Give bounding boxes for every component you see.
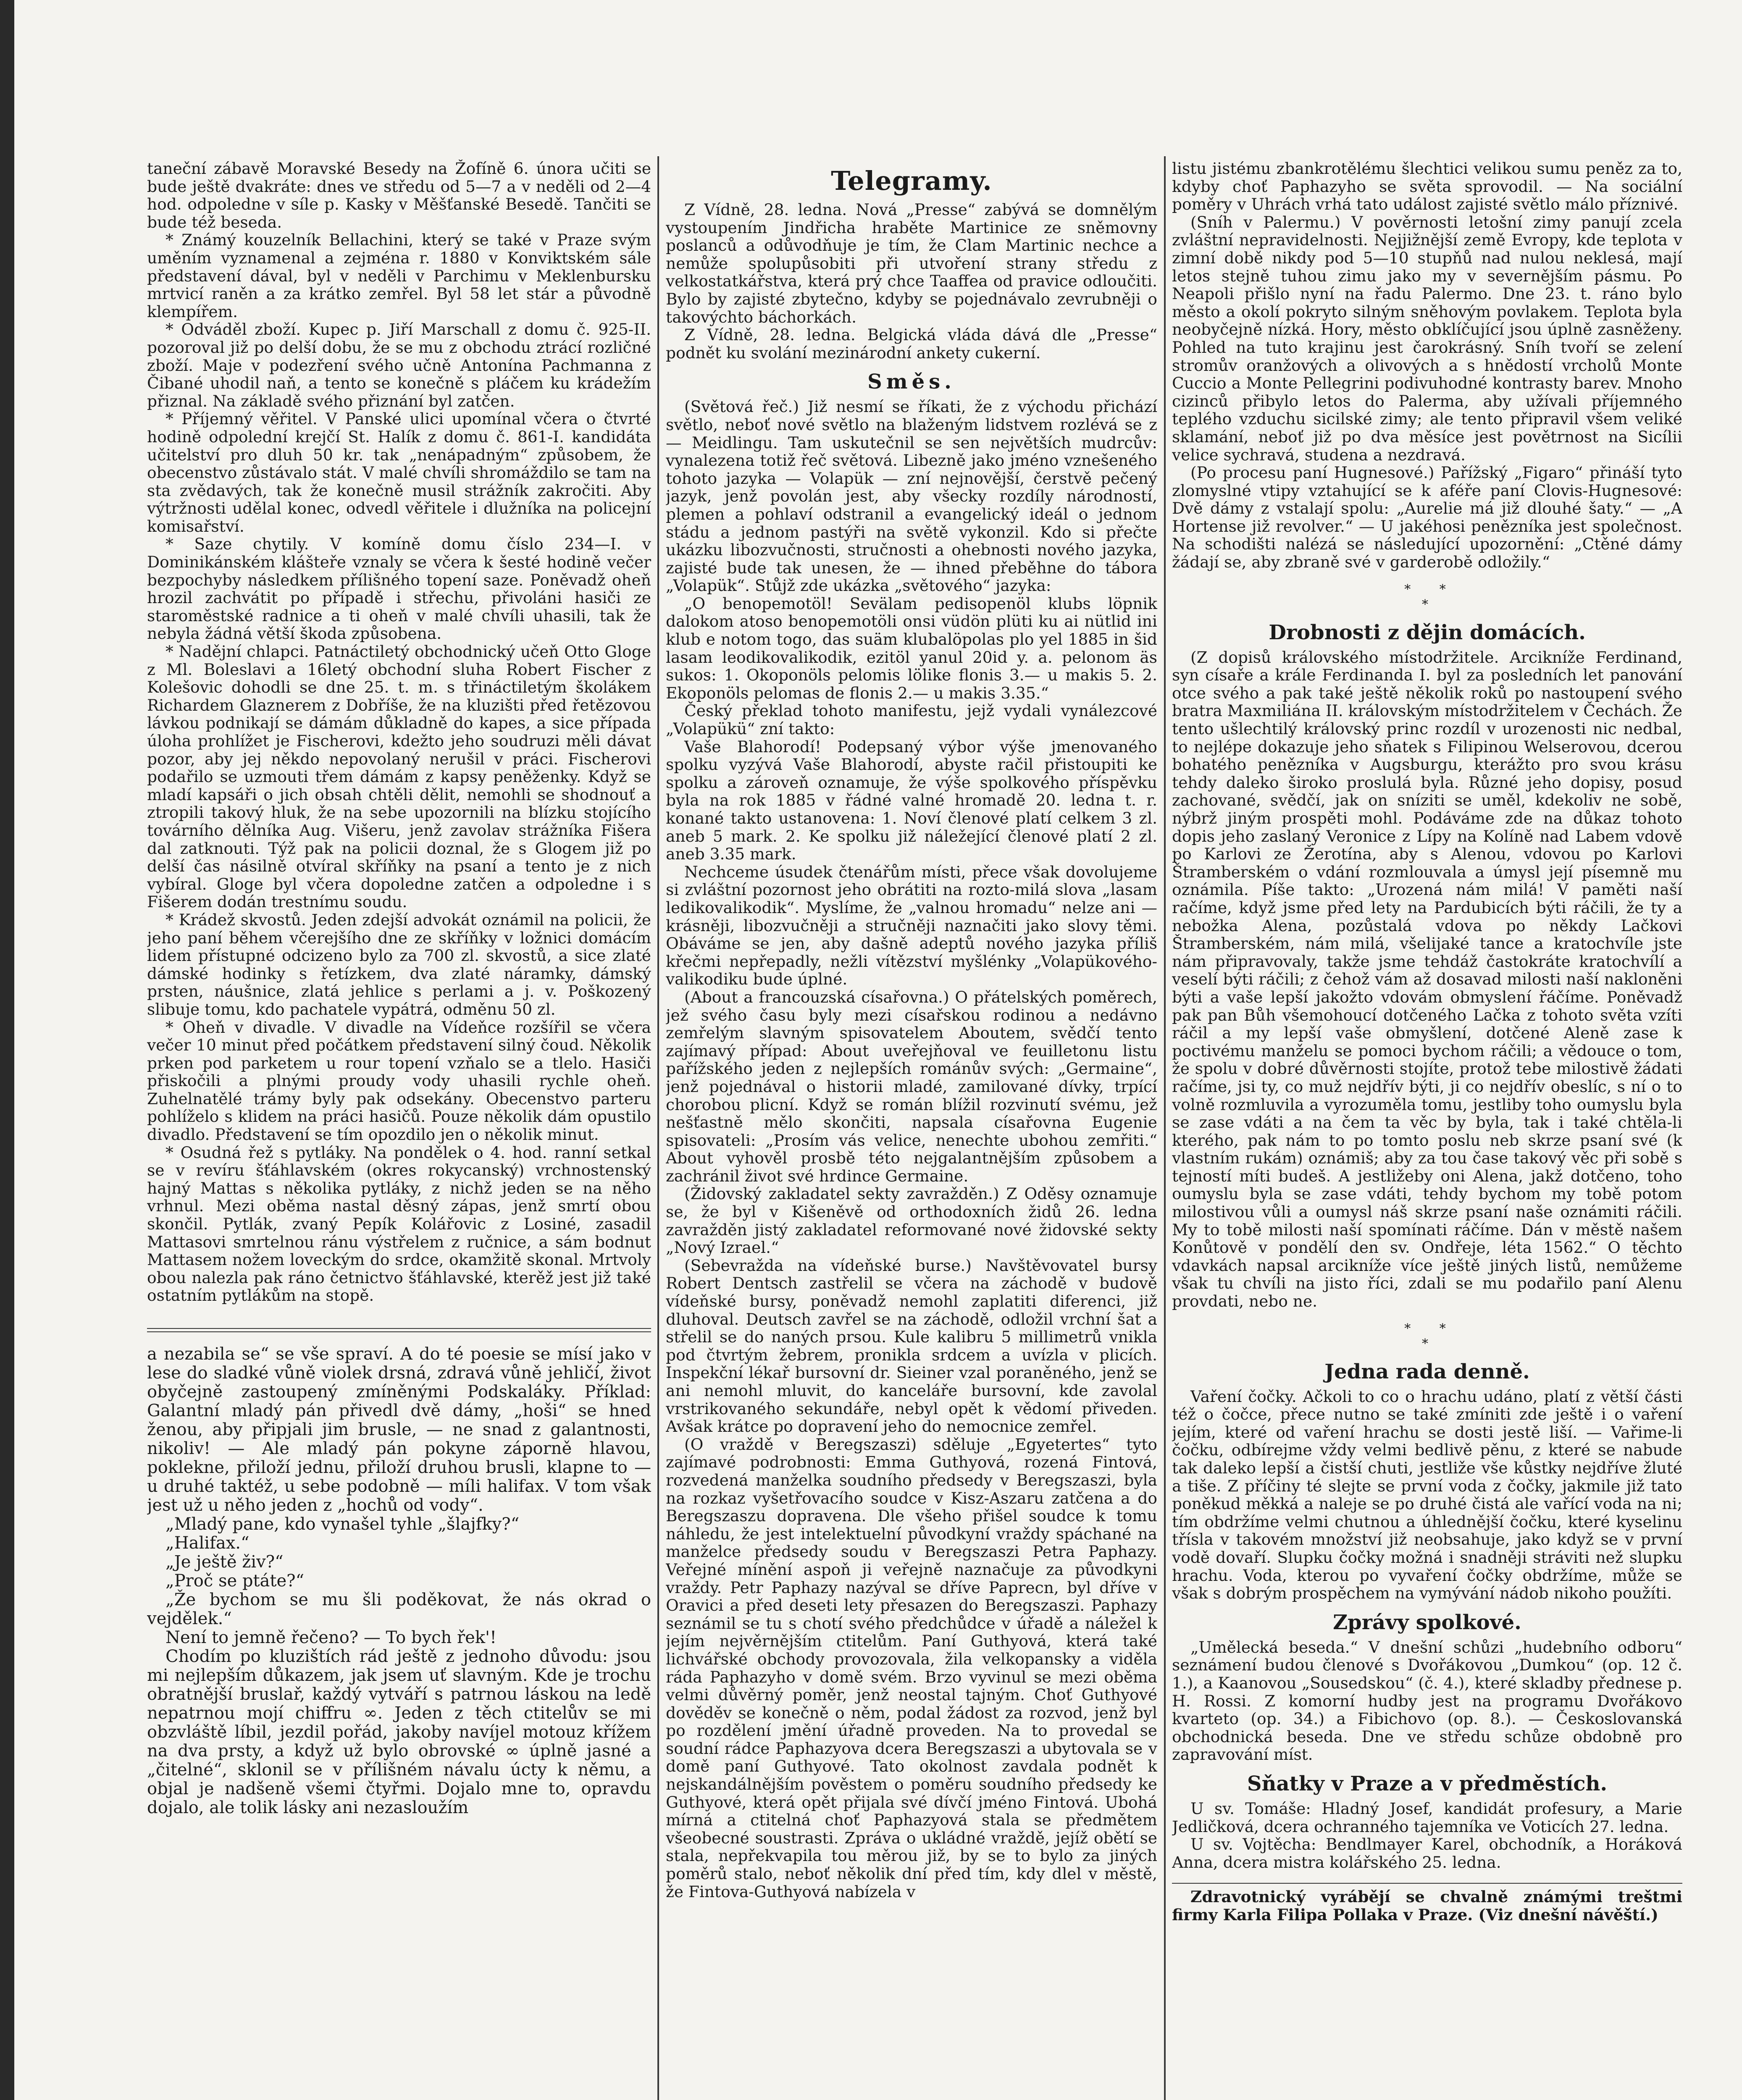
section-ornament: * * * xyxy=(1404,1321,1450,1351)
section-heading-weddings: Sňatky v Praze a v předměstích. xyxy=(1247,1772,1608,1796)
feuilleton-text: „Je ještě živ?“ xyxy=(166,1552,284,1572)
column-rule xyxy=(657,156,659,2100)
column-middle xyxy=(666,160,1157,2100)
mix-item: „O benopemotöl! Sevälam pedisopenöl klubs löpnik dalokom atoso benopemotöli onsi vüdön plüti ku ai nütlid ini klub e notom togo, das suäm klubalöpolas plo yel 1885 in šid lasam leodikovalikodik, ezitöl yanul 20id y. a. pelonom äs sukos: 1. Okoponöls pelomis lölike flonis 3.— u makis 5. 2. Ekoponöls pelomas de flonis 2.— u makis 3.35.“ xyxy=(666,594,1157,702)
history-item: (Z dopisů královského místodržitele. Arcikníže Ferdinand, syn císaře a krále Ferdinanda I. byl za posledních let panování otce svého a pak také ještě několik roků po nastoupení svého bratra Maxmiliána II. královským místodržitelem v Čechách. Že tento ušlechtilý královský princ rozdíl v urozenosti nic nedbal, to nejlépe dokazuje jeho sňatek s Filipinou Welserovou, dcerou bohatého penězníka v Augsburgu, kterážto pro svou krásu tehdy daleko široko proslulá byla. Různé jeho dopisy, posud zachované, svědčí, jak on sníziti se uměl, kdekoliv ne sobě, nýbrž jiným prospěti mohl. Podáváme zde na důkaz tohoto dopis jeho zaslaný Veronice z Lípy na Kolíně nad Labem vdově po Karlovi ze Žerotína, aby s Alenou, vdovou po Karlovi Štramberském o vdání rozmlouvala a úmysl její písemně mu oznámila. Píše takto: „Urozená nám milá! V paměti naší račíme, když jsme před lety na Pardubicích býti ráčili, že ty a nebožka Alena, pozůstalá vdova po někdy Lačkovi Štramberském, nám milá, všelijaké tance a kratochvíle jste nám připravovaly, takže jsme tehdáž častokráte kratochvílí a veselí býti ráčili; z čehož vám až dosavad milosti naší nakloněni býti a vaše lepší jakožto vdovám obmyslení řáčíme. Poněvadž pak pan Bůh všemohoucí dotčeného Lačka z tohoto světa vzíti ráčil a my lepší vaše obmyšlení, dotčené Aleně zase k poctivému manželu se pomoci bychom ráčili; a vědouce o tom, že spolu v dobré důvěrnosti stojíte, protož tebe milostivě žádati račíme, jsi ty, co muž nejdřív býti, ji co nejdřív obeslíc, s ní o to volně rozmluvila a vyrozuměla tomu, jestliby toho oumyslu byla se zase vdáti a na čem ta věc by byla, tak i také chtěla-li kterého, pak nám to po tomto poslu neb skrze psaní své (k vlastním rukám) oznámiš; aby za tou čase takový věc při sobě s tejností míti budeš. A jestližeby oni Alena, jakž dotčeno, toho oumyslu byla se zase vdáti, tehdy bychom my tobě potom milostivou vůli a oumysl náš skrze psaní naše oznámiti ráčili. My to tobě milosti naší spomínati ráčíme. Dán v městě našem Konůtově v pondělí den sv. Ondřeje, léta 1562.“ O těchto vdavkách napsal arcikníže více ještě jiných listů, nemůžeme však tu chvíli na jisto říci, zdali se mu podařilo paní Alenu provdati, nebo ne. xyxy=(1172,648,1682,1311)
telegram-item: Z Vídně, 28. ledna. Nová „Presse“ zabývá se domnělým vystoupením Jindřicha hraběte Martinice ze sněmovny poslanců a odůvodňuje je tím, že Clam Martinic nechce a nemůže spolupůsobiti při utvoření strany středu z velkostatkářstva, která prý chce Taaffea od pravice odloučiti. Bylo by zajisté zbytečno, kdyby se pojednávalo zevrubněji o takovýchto báchorkách. xyxy=(666,200,1157,326)
news-item: * Nadějní chlapci. Patnáctiletý obchodnický učeň Otto Gloge z Ml. Boleslavi a 16letý obchodní sluha Robert Fischer z Kolešovic dohodli se dne 25. t. m. s třináctiletým školákem Richardem Glaznerem z Dobříše, že na kluzišti před řetězovou lávkou podnikají se dámám důkladně do kapes, a sice případa úloha prohlížet je Fischerovi, kdežto jeho soudruzi měli dávat pozor, aby jej někdo nepovolaný nerušil v práci. Fischerovi podařilo se uzmouti třem dámám z kapsy peněženky. Když se mladí kapsáři o jich obsah chtěli dělit, nemohli se shodnouť a ztropili takový hluk, že na sebe upozornili na blízku stojícího továrního dělníka Aug. Višeru, jenž zavolav strážníka Fišera dal zatknouti. Týž pak na policii doznal, že s Glogem již po delší čas násilně otvíral skříňky na psaní a tento je z nich vybíral. Gloge byl včera dopoledne zatčen a odpoledne i s Fišerem dodán trestnímu soudu. xyxy=(147,642,651,911)
mix-item: listu jistému zbankrotělému šlechtici velikou sumu peněz za to, kdyby choť Paphazyho se světa sprovodil. — Na sociální poměry v Uhrách vrhá tato událost zajisté světlo málo příznivé. xyxy=(1172,160,1682,214)
feuilleton-text: a nezabila se“ se vše spraví. A do té poesie se mísí jako v lese do sladké vůně violek drsná, zdravá vůně jehličí, život obyčejně zastoupený zmíněnými Podskaláky. Příklad: Galantní mladý pán přivedl dvě dámy, „hoši“ se hned ženou, aby připjali jim brusle, — ne snad z galantnosti, nikoliv! — Ale mladý pán pokyne záporně hlavou, poklekne, přiloží jednu, přiloží druhou brusli, klapne to — u druhé taktéž, u sebe podobně — míli halifax. V tom však jest už u něho jeden z „hochů od vody“. xyxy=(147,1344,651,1515)
section-ornament: * * * xyxy=(1404,582,1450,612)
feuilleton-separator xyxy=(147,1328,651,1332)
section-heading-telegrams: Telegramy. xyxy=(831,165,992,196)
column-rule xyxy=(1164,156,1166,2100)
wedding-item: U sv. Tomáše: Hladný Josef, kandidát profesury, a Marie Jedličková, dcera ochranného tajemníka ve Voticích 27. ledna. xyxy=(1172,1799,1682,1836)
wedding-item: U sv. Vojtěcha: Bendlmayer Karel, obchodník, a Horáková Anna, dcera mistra kolářského 25. ledna. xyxy=(1172,1835,1682,1872)
news-item: * Krádež skvostů. Jeden zdejší advokát oznámil na policii, že jeho paní během včerejšího dne ze skříňky v ložnici domácím lidem přístupné odcizeno bylo za 700 zl. skvostů, a sice zlaté dámské hodinky s řetízkem, dva zlaté náramky, dámský prsten, náušnice, zlatá jehlice s perlami a j. v. Poškozený slibuje tomu, kdo pachatele vypátrá, odměnu 50 zl. xyxy=(147,910,651,1018)
news-item: * Saze chytily. V komíně domu číslo 234—I. v Dominikánském klášteře vznaly se včera k šesté hodině večer bezpochyby následkem přílišného topení saze. Poněvadž oheň hrozil zachvátit po případě i střechu, přivoláni hasiči ze staroměstské radnice a ti oheň v malé chvíli uhasili, tak že nebyla žádná větší škoda způsobena. xyxy=(147,535,651,643)
advertisement-note: Zdravotnický vyrábějí se chvalně známými treštmi firmy Karla Filipa Pollaka v Praze. (Viz dnešní návěští.) xyxy=(1172,1887,1682,1924)
telegram-item: Z Vídně, 28. ledna. Belgická vláda dává dle „Presse“ podnět ku svolání mezinárodní ankety cukerní. xyxy=(666,326,1157,362)
society-item: „Umělecká beseda.“ V dnešní schůzi „hudebního odboru“ seznámení budou členové s Dvořákovou „Dumkou“ (op. 12 č. 1.), a Kaanovou „Sousedskou“ (č. 4.), které skladby přednese p. H. Rossi. Z komorní hudby jest na programu Dvořákovo kvarteto (op. 34.) a Fibichovo (op. 8.). — Českoslovanská obchodnická beseda. Dne ve středu schůze obdobně pro zapravování míst. xyxy=(1172,1638,1682,1764)
feuilleton-text: Chodím po kluzištích rád ještě z jednoho důvodu: jsou mi nejlepším důkazem, jak jsem uť slavným. Kde je trochu obratnější bruslař, každý vytváří s patrnou láskou na ledě nepatrnou mojí chiffru ∞. Jeden z těch ctitelův se mi obzvláště líbil, jezdil pořád, jakoby navíjel motouz křížem na dva prsty, a když už bylo obrovské ∞ úplně jasné a „čitelné“, sklonil se v přílišném návalu úcty k němu, a objal je nadšeně všemi čtyřmi. Dojalo mne to, opravdu dojalo, ale tolik lásky ani nezasloužím xyxy=(147,1647,651,1817)
mix-item: (About a francouzská císařovna.) O přátelských poměrech, jež svého času byly mezi císařskou rodinou a nedávno zemřelým slavným spisovatelem Aboutem, svědčí tento zajímavý případ: About uveřejňoval ve feuilletonu listu pařížského jeden z nejlepších románův svých: „Germaine“, jenž pojednával o historii mladé, zamilované dívky, trpící chorobou plicní. Když se román blížil rozvinutí svému, jež nešťastně mělo skončiti, napsala císařovna Eugenie spisovateli: „Prosím vás velice, nenechte ubohou zemřiti.“ About vyhověl prosbě této nejgalantnějším způsobem a zachránil život své hrdince Germaine. xyxy=(666,987,1157,1185)
mix-item: Český překlad tohoto manifestu, jejž vydali vynálezcové „Volapükü“ zní takto: xyxy=(666,701,1157,738)
ad-separator xyxy=(1172,1883,1682,1884)
mix-item: Vaše Blahorodí! Podepsaný výbor výše jmenovaného spolku vyzývá Vaše Blahorodí, abyste račil přistoupiti ke spolku a zároveň oznamuje, že výše spolkového příspěvku byla na rok 1885 v řádné valné hromadě 20. ledna t. r. konané takto ustanovena: 1. Noví členové platí celkem 3 zl. aneb 5 mark. 2. Ke spolku již náležející členové platí 2 zl. aneb 3.35 mark. xyxy=(666,737,1157,864)
news-item: * Odváděl zboží. Kupec p. Jiří Marschall z domu č. 925-II. pozoroval již po delší dobu, že se mu z obchodu ztrácí rozličné zboží. Maje v podezření svého učně Antonína Pachmanna z Čibané uhodil naň, a tento se konečně s pláčem ku krádežím přiznal. Na základě svého přiznání byl zatčen. xyxy=(147,320,651,410)
mix-item: (Světová řeč.) Již nesmí se říkati, že z východu přichází světlo, neboť nové světlo na blaženým lidstvem rozlévá se z — Meidlingu. Tam uskutečnil se sen největších mudrcův: vynalezena totiž řeč světová. Libezně jako jméno vznešeného tohoto jazyka — Volapük — zní nejnovější, čerstvě pečený jazyk, jenž povolán jest, aby všecky rozdíly národností, plemen a pohlaví odstranil a evangelický ideál o jednom stádu a jednom pastýři na světě vykonzil. Kdo si přečte ukázku libozvučnosti, stručnosti a ohebnosti nového jazyka, zajisté bude tak unesen, že — ihned přeběhne do tábora „Volapük“. Stůjž zde ukázka „světového“ jazyka: xyxy=(666,397,1157,595)
mix-item: (Židovský zakladatel sekty zavražděn.) Z Oděsy oznamuje se, že byl v Kišeněvě od orthodoxních židů 26. ledna zavražděn jistý zakladatel reformované nové židovské sekty „Nový Izrael.“ xyxy=(666,1184,1157,1257)
section-heading-advice: Jedna rada denně. xyxy=(1324,1360,1530,1383)
mix-item: (Po procesu paní Hugnesové.) Pařížský „Figaro“ přináší tyto zlomyslné vtipy vztahující se k aféře paní Clovis-Hugnesové: Dvě dámy z vstalají spolu: „Aurelie má již dlouhé šaty.“ — „A Hortense již revolver.“ — U jakéhosi penězníka jest společnost. Na schodišti nalézá se následující upozornění: „Ctěné dámy žádají se, aby zbraně své v garderobě odložily.“ xyxy=(1172,463,1682,572)
feuilleton-text: „Proč se ptáte?“ xyxy=(166,1571,305,1591)
advice-item: Vaření čočky. Ačkoli to co o hrachu udáno, platí z větší části též o čočce, přece nutno se také zmíniti zde ještě i o vaření jejím, které od vaření hrachu se dosti jestě liší. — Vařime-li čočku, odbírejme vždy velmi bedlivě pěnu, z které se nabude tak daleko lepší a čistší chuti, jestliže vše kůstky nejdříve žluté a tiše. Z příčiny té slejte se první voda z čočky, jakmile již tato poněkud měkká a naleje se po druhé čistá ale vařící voda na ni; tím obdržíme velmi chutnou a úhlednější čočku, které kyselinu třísla v takovém množství již neobsahuje, jako když se v první vodě dovaří. Slupku čočky možná i snadněji stráviti než slupku hrachu. Voda, kterou po vyvaření čočky obdržíme, může se však s dobrým prospěchem na vymývání nádob nikoho použíti. xyxy=(1172,1387,1682,1603)
news-item: * Příjemný věřitel. V Panské ulici upomínal včera o čtvrté hodině odpolední krejčí St. Halík z domu č. 861-I. kandidáta učitelství pro dluh 50 kr. tak „nenápadným“ způsobem, že obecenstvo zůstávalo stát. V malé chvíli shromáždilo se tam na sta zvědavých, tak že konečně musil strážník zakročiti. Aby výtržnosti udělal konec, odvedl věřitele i dlužníka na policejní komisařství. xyxy=(147,410,651,536)
news-item: * Osudná řež s pytláky. Na pondělek o 4. hod. ranní setkal se v revíru šťáhlavském (okres rokycanský) vrchnostenský hajný Mattas s několika pytláky, z nichž jeden se na něho vrhnul. Mezi oběma nastal děsný zápas, jenž smrtí obou skončil. Pytlák, zvaný Pepík Kolářovic z Losiné, zasadil Mattasovi smrtelnou ránu výstřelem z ručnice, a sám bodnut Mattasem nožem loveckým do srdce, okamžitě skonal. Mrtvoly obou nalezla pak ráno četnictvo šťáhlavské, kterěž jest již také ostatním pytlákům na stopě. xyxy=(147,1143,651,1305)
feuilleton-text: „Že bychom se mu šli poděkovat, že nás okrad o vejdělek.“ xyxy=(147,1590,651,1628)
news-item: * Oheň v divadle. V divadle na Vídeňce rozšířil se včera večer 10 minut před počátkem představení silný čoud. Několik prken pod parketem u rour topení vzňalo se a tlelo. Hasiči přiskočili a plnými proudy vody uhasili rychle oheň. Zuhelnatělé trámy byly pak odsekány. Obecenstvo parteru pohlíželo s klidem na práci hasičů. Pouze několik dám opustilo divadlo. Představení se tím opozdilo jen o několik minut. xyxy=(147,1018,651,1144)
section-heading-societies: Zprávy spolkové. xyxy=(1333,1610,1521,1634)
mix-item: (Sníh v Palermu.) V pověrnosti letošní zimy panují zcela zvláštní nepravidelnosti. Nejjižnější země Evropy, kde teplota v zimní době nikdy pod 5—10 stupňů nad nulou neklesá, mají letos stejně tuhou zimu jako my v severnějším pásmu. Po Neapoli přišlo nyní na řadu Palermo. Dne 23. t. ráno bylo město a okolí pokryto silným sněhovým povlakem. Teplota byla neobyčejně nízká. Hory, město obklíčující jsou úplně zasněženy. Pohled na tuto krajinu jest čarokrásný. Sníh tvoří se zelení stromův oranžových a olivových a s hnědostí vrcholů Monte Cuccio a Monte Pellegrini podivuhodné kontrasty barev. Mnoho cizinců přibylo letos do Palerma, aby užívali příjemného teplého vzduchu sicilské zimy; ale tento připravil všem veliké sklamání, neboť již po dva měsíce jest povětrnost na Sicílii velice sychravá, studena a nezdravá. xyxy=(1172,213,1682,464)
section-heading-history: Drobnosti z dějin domácích. xyxy=(1269,620,1586,644)
feuilleton-text: „Halifax.“ xyxy=(166,1533,250,1553)
mix-item: Nechceme úsudek čtenářům místi, přece však dovolujeme si zvláštní pozornost jeho obrátiti na rozto-milá slova „lasam ledikovalikodik“. Myslíme, že „valnou hromadu“ nelze ani — krásněji, libozvučněji a stručněji naznačiti jako slovy těmi. Obáváme se jen, aby dašně adeptů nového jazyka příliš křečmi nepřepadly, nežli vítězství myšlénky „Volapükového-valikodiku bude úplné. xyxy=(666,862,1157,989)
column-right xyxy=(1172,160,1682,2100)
news-item: * Známý kouzelník Bellachini, který se také v Praze svým uměním vyznamenal a zejména r. 1880 v Konviktském sále představení dával, byl v neděli v Parchimu v Meklenbursku mrtvicí raněn a za krátko zemřel. Byl 58 let stár a původně klempířem. xyxy=(147,231,651,321)
column-left xyxy=(147,160,651,2100)
mix-item: (Sebevražda na vídeňské burse.) Navštěvovatel bursy Robert Dentsch zastřelil se včera na záchodě v budově vídeňské bursy, poněvadž nemohl zaplatiti diferenci, již dluhoval. Deutsch zavřel se na záchodě, odložil vrchní šat a střelil se do naných prsou. Kule kalibru 5 millimetrů vnikla pod čtvrtým žebrem, pronikla srdcem a uvízla v plicích. Inspekční lékař bursovní dr. Sieiner vzal poraněného, jenž se ani nemohl mluvit, do kanceláře bursovní, kde zavolal vrstrikovaného sekundáře, nebyl opět k vědomí přiveden. Avšak krátce po dopravení jeho do nemocnice zemřel. xyxy=(666,1256,1157,1436)
feuilleton-text: Není to jemně řečeno? — To bych řek'! xyxy=(166,1628,497,1647)
news-item: taneční zábavě Moravské Besedy na Žofíně 6. února učiti se bude ještě dvakráte: dnes ve středu od 5—7 a v neděli od 2—4 hod. odpoledne v síle p. Kasky v Měšťanské Besedě. Tančiti se bude též beseda. xyxy=(147,160,651,231)
section-heading-mix: Směs. xyxy=(867,370,956,394)
feuilleton-text: „Mladý pane, kdo vynašel tyhle „šlajfky?“ xyxy=(166,1515,520,1534)
mix-item: (O vraždě v Beregszaszi) sděluje „Egyetertes“ tyto zajímavé podrobnosti: Emma Guthyová, rozená Fintová, rozvedená manželka soudního předsedy v Beregszaszi, byla na rozkaz vyšetřovacího soudce v Kisz-Aszaru zatčena a do Beregszaszu dopravena. Dle všeho přišel soudce k tomu náhledu, že jest intelektuelní původkyní vraždy spáchané na manželce předsedy soudu v Beregszaszi Petra Paphazy. Veřejné mínění aspoň ji veřejně naznačuje za původkyni vraždy. Petr Paphazy nazýval se dříve Paprecn, byl dříve v Oravici a před deseti lety přesazen do Beregszaszi. Paphazy seznámil se tu s chotí svého předchůdce v úřadě a náležel k jejím nejvěrnějším ctitelům. Paní Guthyová, která také lichvářské obchody provozovala, žila velkopansky a viděla ráda Paphazyho v domě svém. Brzo vyvinul se mezi oběma velmi důvěrný poměr, jenž neostal tajným. Choť Guthyové dověděv se konečně o něm, podal žádost za rozvod, jenž byl po rozdělení jmění úřadně proveden. Na to provedal se soudní rádce Paphazyova dcera Beregszaszi a ubytovala se v domě paní Guthyové. Tato okolnost zavdala podnět k nejskandálnějším pověstem o poměru soudního předsedy ke Guthyové, která opět přijala své dívčí jméno Fintová. Ubohá mírná a ctitelná choť Paphazyová stala se předmětem všeobecné soustrasti. Zpráva o ukládné vraždě, jejíž obětí se stala, nepřekvapila tou měrou již, by se to bylo za jiných poměrů stalo, neboť několik dní před tím, kdy dlel v městě, že Fintova-Guthyová nabízela v xyxy=(666,1435,1157,1901)
